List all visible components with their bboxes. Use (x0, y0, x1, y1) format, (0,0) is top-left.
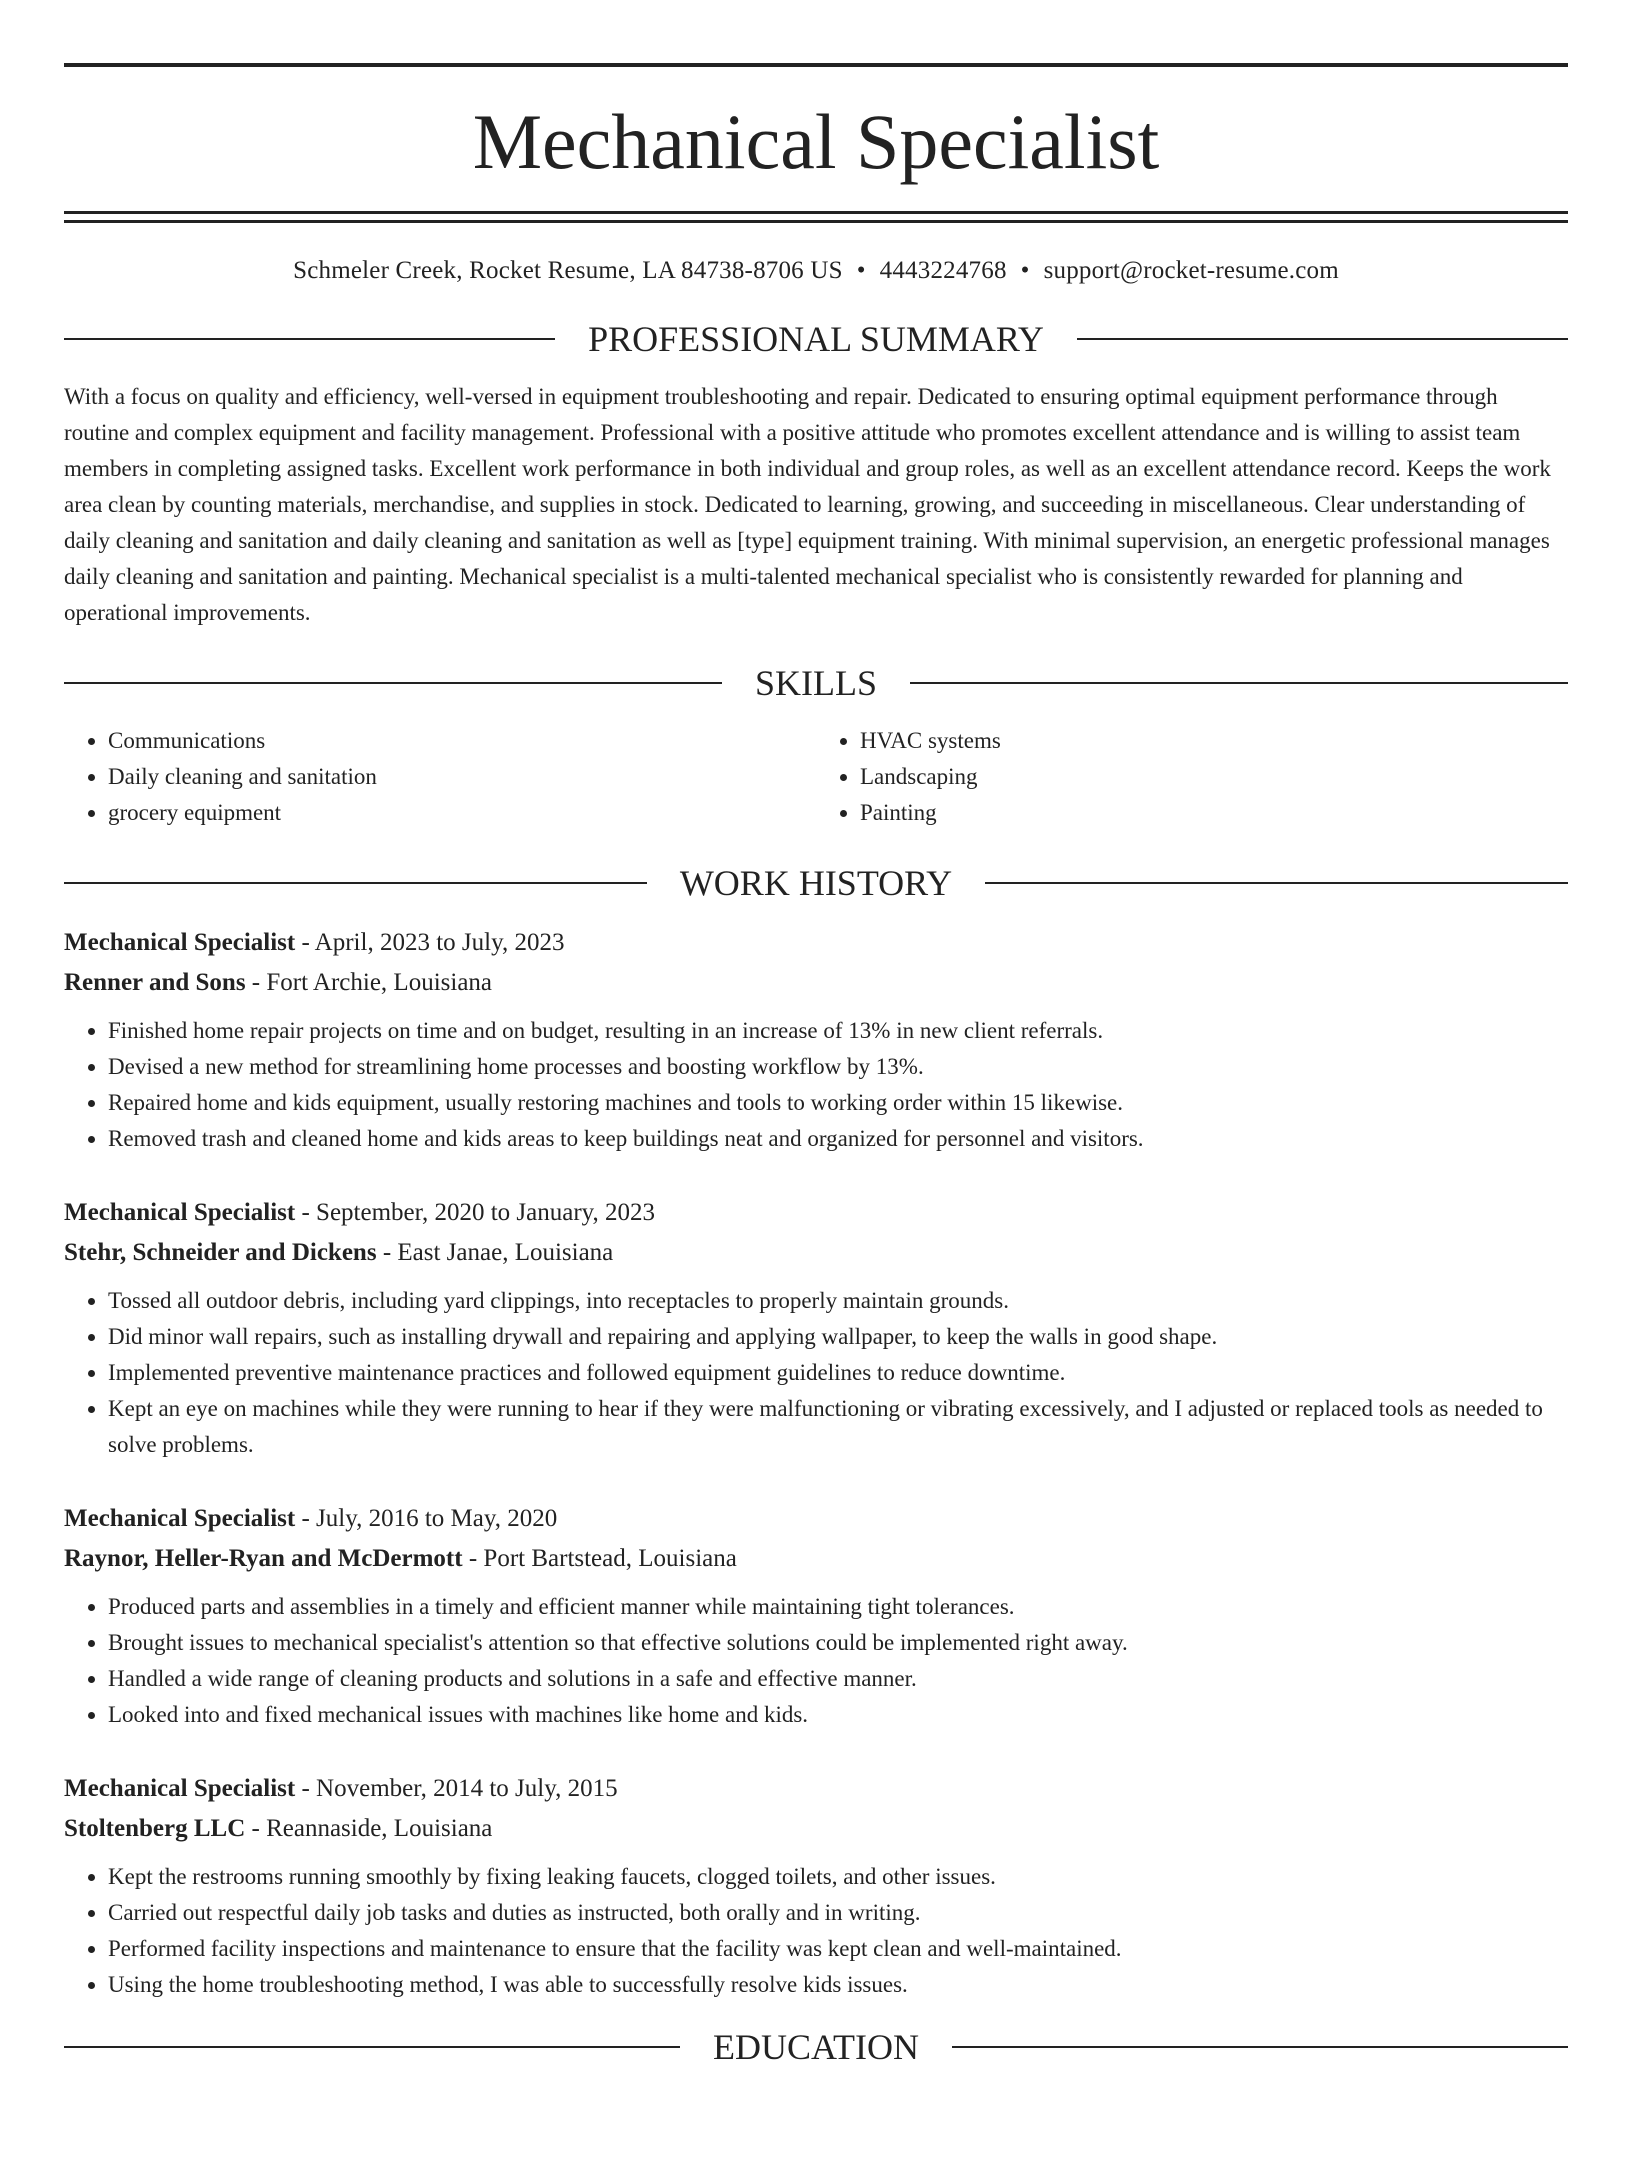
job-bullet: • Devised a new method for streamlining home processes and boosting workflow by 13%. (108, 1049, 1568, 1085)
section-heading-work (64, 865, 1568, 901)
resume-page (0, 63, 1632, 2175)
job-bullets (64, 1013, 1568, 1157)
section-title: EDUCATION (713, 2027, 919, 2067)
job-dates: - September, 2020 to January, 2023 (295, 1199, 656, 1226)
job-company-line (64, 1539, 1568, 1579)
job-title-line (64, 1499, 1568, 1539)
job-bullets (64, 1589, 1568, 1733)
job-entry (64, 1769, 1568, 2003)
section-title: WORK HISTORY (679, 863, 953, 903)
job-bullets (64, 1859, 1568, 2003)
heading-rule (985, 882, 1568, 884)
job-title: Mechanical Specialist (64, 1775, 296, 1802)
job-location: - Fort Archie, Louisiana (245, 969, 493, 996)
job-bullet: • Using the home troubleshooting method, I was able to successfully resolve kids issues. (108, 1967, 1568, 2003)
top-rule (64, 63, 1568, 67)
job-bullet: • Brought issues to mechanical specialist's attention so that effective solutions could be implemented right away. (108, 1625, 1568, 1661)
job-company: Renner and Sons (64, 969, 246, 996)
rule-line (64, 211, 1568, 214)
heading-rule (64, 338, 555, 340)
job-dates: - November, 2014 to July, 2015 (295, 1775, 618, 1802)
skills-list (64, 723, 1568, 831)
job-bullet: • Implemented preventive maintenance practices and followed equipment guidelines to reduce downtime. (108, 1355, 1568, 1391)
contact-separator: • (1020, 257, 1030, 284)
job-entry (64, 1499, 1568, 1733)
job-bullet: • Handled a wide range of cleaning products and solutions in a safe and effective manner. (108, 1661, 1568, 1697)
skills-column-left (64, 723, 816, 831)
job-location: - East Janae, Louisiana (376, 1239, 614, 1266)
job-company-line (64, 963, 1568, 1003)
section-title: SKILLS (755, 663, 878, 703)
job-title-line (64, 1193, 1568, 1233)
job-title-line (64, 1769, 1568, 1809)
job-bullet: • Repaired home and kids equipment, usually restoring machines and tools to working order within 15 likewise. (108, 1085, 1568, 1121)
heading-rule (64, 882, 647, 884)
job-bullet: • Removed trash and cleaned home and kids areas to keep buildings neat and organized for personnel and visitors. (108, 1121, 1568, 1157)
job-bullet: • Tossed all outdoor debris, including yard clippings, into receptacles to properly maintain grounds. (108, 1283, 1568, 1319)
job-bullet: • Kept the restrooms running smoothly by fixing leaking faucets, clogged toilets, and other issues. (108, 1859, 1568, 1895)
skill-item: • Painting (860, 795, 1568, 831)
job-location: - Port Bartstead, Louisiana (462, 1545, 737, 1572)
job-bullet: • Did minor wall repairs, such as installing drywall and repairing and applying wallpaper, to keep the walls in good shape. (108, 1319, 1568, 1355)
heading-rule (64, 2046, 680, 2048)
job-bullet: • Finished home repair projects on time and on budget, resulting in an increase of 13% in new client referrals. (108, 1013, 1568, 1049)
contact-phone: 4443224768 (879, 257, 1007, 284)
job-entry (64, 1193, 1568, 1463)
skill-item: • HVAC systems (860, 723, 1568, 759)
skill-item: • Landscaping (860, 759, 1568, 795)
job-title-line (64, 923, 1568, 963)
heading-rule (1077, 338, 1568, 340)
job-company-line (64, 1809, 1568, 1849)
job-title: Mechanical Specialist (64, 929, 296, 956)
contact-line (64, 257, 1568, 285)
contact-address: Schmeler Creek, Rocket Resume, LA 84738-8706 US (293, 257, 843, 284)
job-bullet: • Produced parts and assemblies in a timely and efficient manner while maintaining tight tolerances. (108, 1589, 1568, 1625)
job-dates: - July, 2016 to May, 2020 (295, 1505, 558, 1532)
job-bullet: • Kept an eye on machines while they were running to hear if they were malfunctioning or vibrating excessively, and I adjusted or replaced tools as needed to solve problems. (108, 1391, 1568, 1463)
candidate-name: Mechanical Specialist (472, 98, 1160, 185)
skill-item: • grocery equipment (108, 795, 816, 831)
job-bullets (64, 1283, 1568, 1463)
job-company: Stehr, Schneider and Dickens (64, 1239, 377, 1266)
job-bullet: • Carried out respectful daily job tasks and duties as instructed, both orally and in writing. (108, 1895, 1568, 1931)
job-company: Stoltenberg LLC (64, 1815, 246, 1842)
skill-item: • Daily cleaning and sanitation (108, 759, 816, 795)
section-heading-education (64, 2029, 1568, 2065)
job-dates: - April, 2023 to July, 2023 (295, 929, 565, 956)
job-entry (64, 923, 1568, 1157)
job-bullet: • Looked into and fixed mechanical issues with machines like home and kids. (108, 1697, 1568, 1733)
heading-rule (952, 2046, 1568, 2048)
job-bullet: • Performed facility inspections and maintenance to ensure that the facility was kept clean and well-maintained. (108, 1931, 1568, 1967)
contact-email: support@rocket-resume.com (1043, 257, 1339, 284)
summary-paragraph: With a focus on quality and efficiency, well-versed in equipment troubleshooting and repair. Dedicated to ensuring optimal equipment performance through routine and complex equipment and facility management. Professional with a positive attitude who promotes excellent attendance and is willing to assist team members in completing assigned tasks. Excellent work performance in both individual and group roles, as well as an excellent attendance record. Keeps the work area clean by counting materials, merchandise, and supplies in stock. Dedicated to learning, growing, and succeeding in miscellaneous. Clear understanding of daily cleaning and sanitation and daily cleaning and sanitation as well as [type] equipment training. With minimal supervision, an energetic professional manages daily cleaning and sanitation and painting. Mechanical specialist is a multi-talented mechanical specialist who is consistently rewarded for planning and operational improvements. (64, 384, 1551, 625)
rule-line (64, 220, 1568, 223)
skill-item: • Communications (108, 723, 816, 759)
skills-column-right (816, 723, 1568, 831)
job-company-line (64, 1233, 1568, 1273)
header-double-rule (64, 211, 1568, 223)
section-title: PROFESSIONAL SUMMARY (588, 319, 1044, 359)
heading-rule (64, 682, 722, 684)
section-heading-skills (64, 665, 1568, 701)
section-heading-summary (64, 321, 1568, 357)
heading-rule (910, 682, 1568, 684)
job-title: Mechanical Specialist (64, 1505, 296, 1532)
job-title: Mechanical Specialist (64, 1199, 296, 1226)
job-location: - Reannaside, Louisiana (245, 1815, 493, 1842)
job-company: Raynor, Heller-Ryan and McDermott (64, 1545, 463, 1572)
contact-separator: • (856, 257, 866, 284)
